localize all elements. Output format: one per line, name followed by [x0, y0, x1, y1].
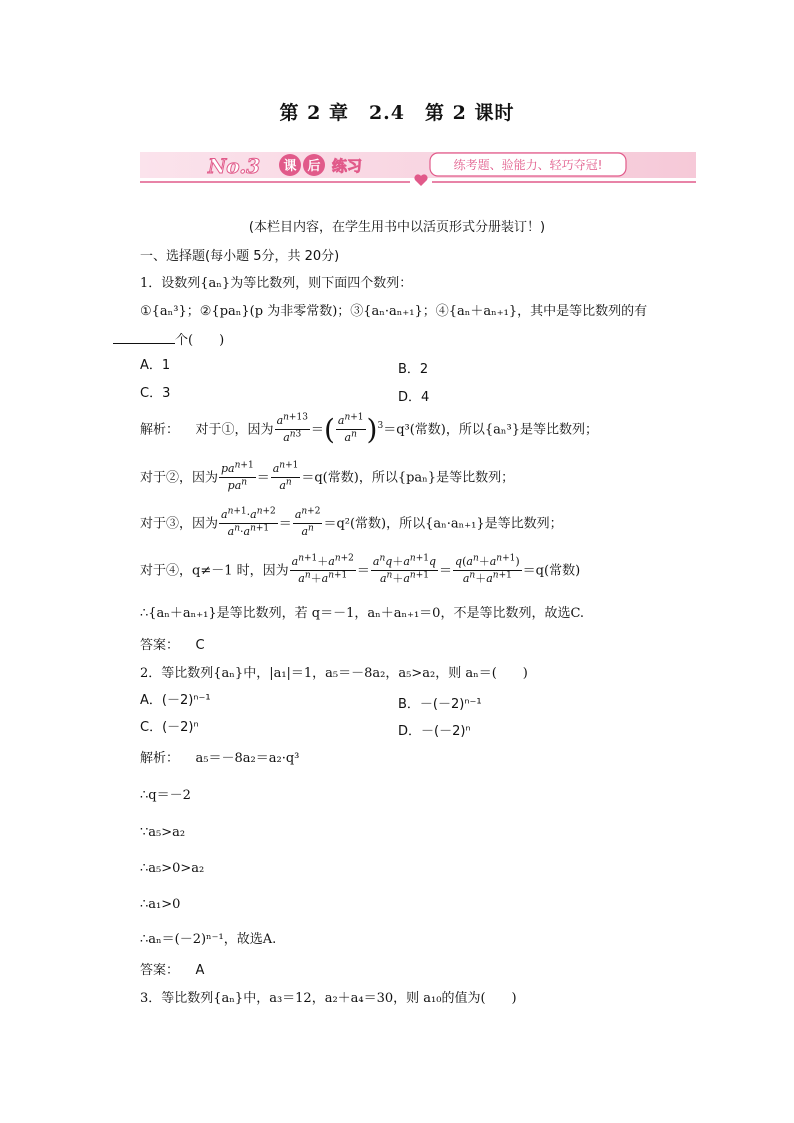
svg-text:课: 课 [283, 159, 297, 174]
banner-no: No.3 [208, 154, 261, 178]
binding-note: (本栏目内容，在学生用书中以活页形式分册装订！) [248, 220, 546, 235]
q2-solution-5: ∴a₁>0 [140, 897, 181, 912]
q1-answer: 答案： C [140, 638, 205, 653]
q2-solution-6: ∴aₙ＝(－2)ⁿ⁻¹，故选A. [140, 932, 277, 947]
q1-solution-2: 对于②，因为 $\frac{pa^{n+1}}{pa^n}$ ＝ $\frac{a^{n+1}}{a^n}$ ＝q(常数)，所以{paₙ}是等比数列； [140, 460, 515, 493]
q1-option-c: C．3 [140, 386, 171, 401]
banner-slogan: 练考题、验能力、轻巧夺冠! [453, 158, 603, 172]
q3-stem: 3．等比数列{aₙ}中，a₃＝12，a₂＋a₄＝30，则 a₁₀的值为( ) [140, 991, 517, 1006]
q2-option-c: C．(－2)ⁿ [140, 720, 199, 735]
page-title: 第 2 章 2.4 第 2 课时 [279, 102, 515, 124]
q2-stem: 2．等比数列{aₙ}中，|a₁|＝1，a₅＝－8a₂，a₅>a₂，则 aₙ＝( ) [140, 666, 528, 681]
q2-option-d: D．－(－2)ⁿ [398, 724, 471, 739]
answer-blank [113, 331, 175, 344]
q2-solution-4: ∴a₅>0>a₂ [140, 861, 205, 876]
q1-solution-5: ∴{aₙ＋aₙ₊₁}是等比数列，若 q＝－1，aₙ＋aₙ₊₁＝0，不是等比数列，故选C. [140, 606, 585, 621]
q2-option-a: A．(－2)ⁿ⁻¹ [140, 693, 211, 708]
svg-text:练习: 练习 [332, 157, 363, 175]
q2-solution-2: ∴q＝－2 [140, 788, 191, 803]
q1-stem: 1．设数列{aₙ}为等比数列，则下面四个数列： [140, 276, 413, 291]
q1-solution-4: 对于④，q≠－1 时，因为 $\frac{a^{n+1}+a^{n+2}}{a^n+a^{n+1}}$ ＝ $\frac{a^nq+a^{n+1}q}{a^n+a^{n+1}}$ ＝ $\frac{q(a^n+a^{n+1})}{a^n+a^{n+1}}$ ＝q(常数) [140, 553, 581, 586]
heart-icon [414, 174, 427, 186]
q1-solution-1: 解析： 对于①，因为 $\frac{a^{n+13}}{a^{n3}}$ ＝( $\frac{a^{n+1}}{a^n}$ )$^3$＝q³(常数)，所以{aₙ³}是等比数列； [140, 412, 598, 446]
q1-items: ①{aₙ³}；②{paₙ}(p 为非零常数)；③{aₙ·aₙ₊₁}；④{aₙ＋aₙ₊₁}，其中是等比数列的有 [140, 304, 648, 319]
q2-option-b: B．－(－2)ⁿ⁻¹ [398, 697, 482, 712]
q2-solution-1: 解析： a₅＝－8a₂＝a₂·q³ [140, 751, 300, 766]
q2-answer: 答案： A [140, 963, 205, 978]
section-heading: 一、选择题(每小题 5分，共 20分) [140, 249, 340, 264]
q1-option-b: B．2 [398, 362, 429, 377]
q1-option-a: A．1 [140, 358, 171, 373]
svg-text:后: 后 [307, 159, 321, 174]
q1-solution-3: 对于③，因为 $\frac{a^{n+1}\cdot a^{n+2}}{a^n\cdot a^{n+1}}$ ＝ $\frac{a^{n+2}}{a^n}$ ＝q²(常数)，所以{aₙ·aₙ₊₁}是等比数列； [140, 506, 563, 539]
section-banner [140, 146, 696, 194]
q1-tail: 个( ) [113, 331, 224, 350]
q2-solution-3: ∵a₅>a₂ [140, 825, 186, 840]
q1-option-d: D．4 [398, 390, 430, 405]
